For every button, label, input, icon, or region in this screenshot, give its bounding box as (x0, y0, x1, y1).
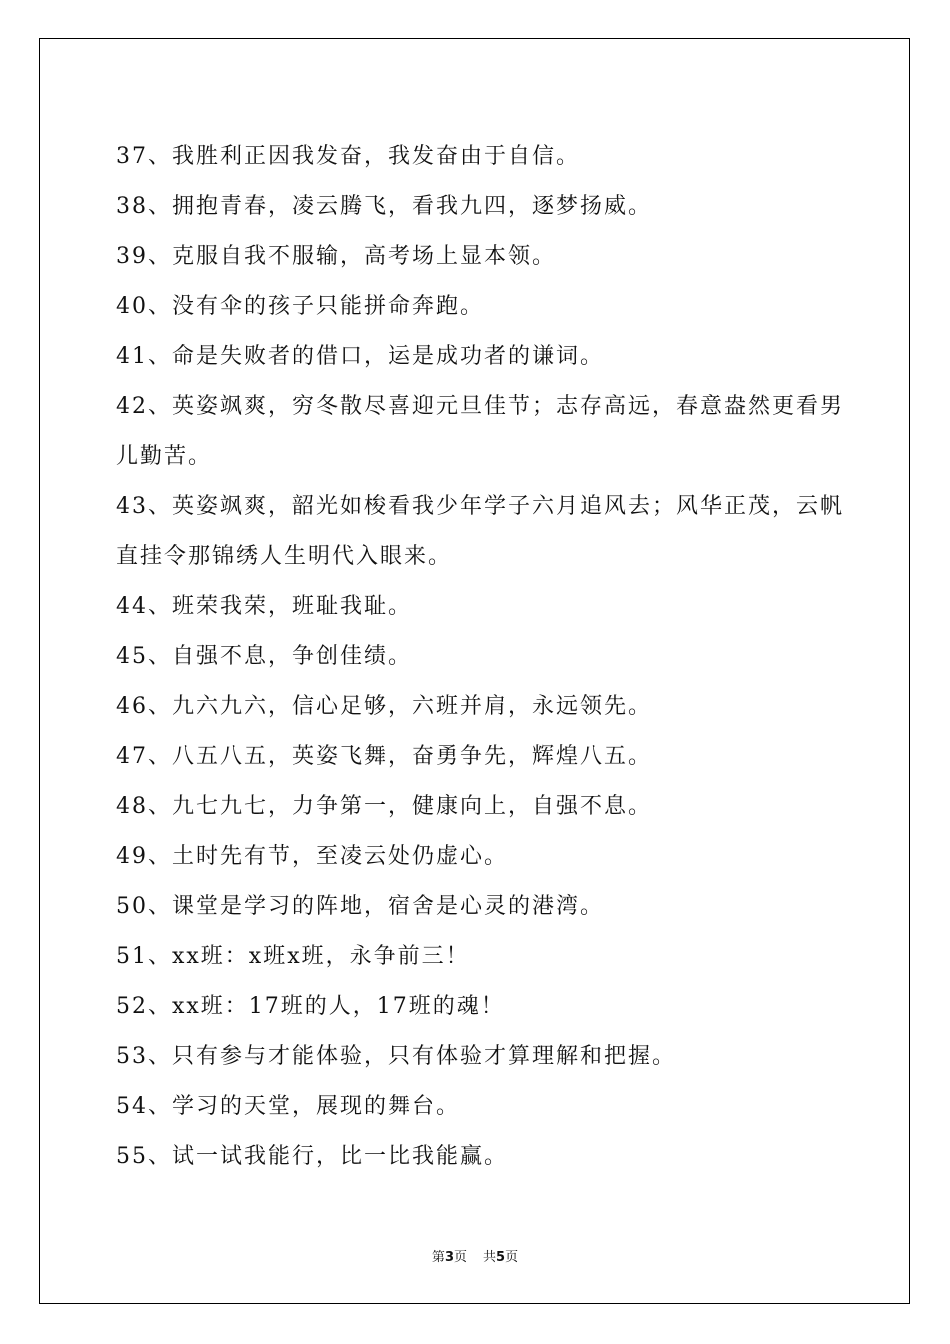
text-line: 37、我胜利正因我发奋，我发奋由于自信。 (116, 144, 580, 169)
text-line: 45、自强不息，争创佳绩。 (116, 644, 412, 669)
text-line: 38、拥抱青春，凌云腾飞，看我九四，逐梦扬威。 (116, 194, 652, 219)
text-line: 53、只有参与才能体验，只有体验才算理解和把握。 (116, 1044, 676, 1069)
text-line: 51、xx班：x班x班，永争前三！ (116, 944, 470, 969)
text-line: 50、课堂是学习的阵地，宿舍是心灵的港湾。 (116, 894, 604, 919)
text-line: 54、学习的天堂，展现的舞台。 (116, 1094, 460, 1119)
text-line: 46、九六九六，信心足够，六班并肩，永远领先。 (116, 694, 652, 719)
total-prefix: 共 (483, 1250, 497, 1265)
page-prefix: 第 (431, 1250, 445, 1265)
text-line: 41、命是失败者的借口，运是成功者的谦词。 (116, 344, 604, 369)
text-line: 52、xx班：17班的人，17班的魂！ (116, 994, 505, 1019)
text-line: 儿勤苦。 (116, 444, 213, 469)
page-total: 5 (496, 1250, 506, 1265)
text-line: 39、克服自我不服输，高考场上显本领。 (116, 244, 556, 269)
page-current: 3 (444, 1250, 454, 1265)
text-line: 44、班荣我荣，班耻我耻。 (116, 594, 412, 619)
page-footer (0, 1246, 950, 1265)
text-line: 49、土时先有节，至凌云处仍虚心。 (116, 844, 508, 869)
document-body (116, 132, 856, 1182)
text-line: 48、九七九七，力争第一，健康向上，自强不息。 (116, 794, 652, 819)
total-suffix: 页 (505, 1250, 519, 1265)
page-suffix: 页 (453, 1250, 467, 1265)
text-line: 40、没有伞的孩子只能拼命奔跑。 (116, 294, 484, 319)
text-line: 43、英姿飒爽，韶光如梭看我少年学子六月追风去；风华正茂，云帆 (116, 494, 844, 519)
text-line: 42、英姿飒爽，穷冬散尽喜迎元旦佳节；志存高远，春意盎然更看男 (116, 394, 844, 419)
text-line: 直挂令那锦绣人生明代入眼来。 (116, 544, 453, 569)
text-line: 47、八五八五，英姿飞舞，奋勇争先，辉煌八五。 (116, 744, 652, 769)
text-line: 55、试一试我能行，比一比我能赢。 (116, 1144, 508, 1169)
